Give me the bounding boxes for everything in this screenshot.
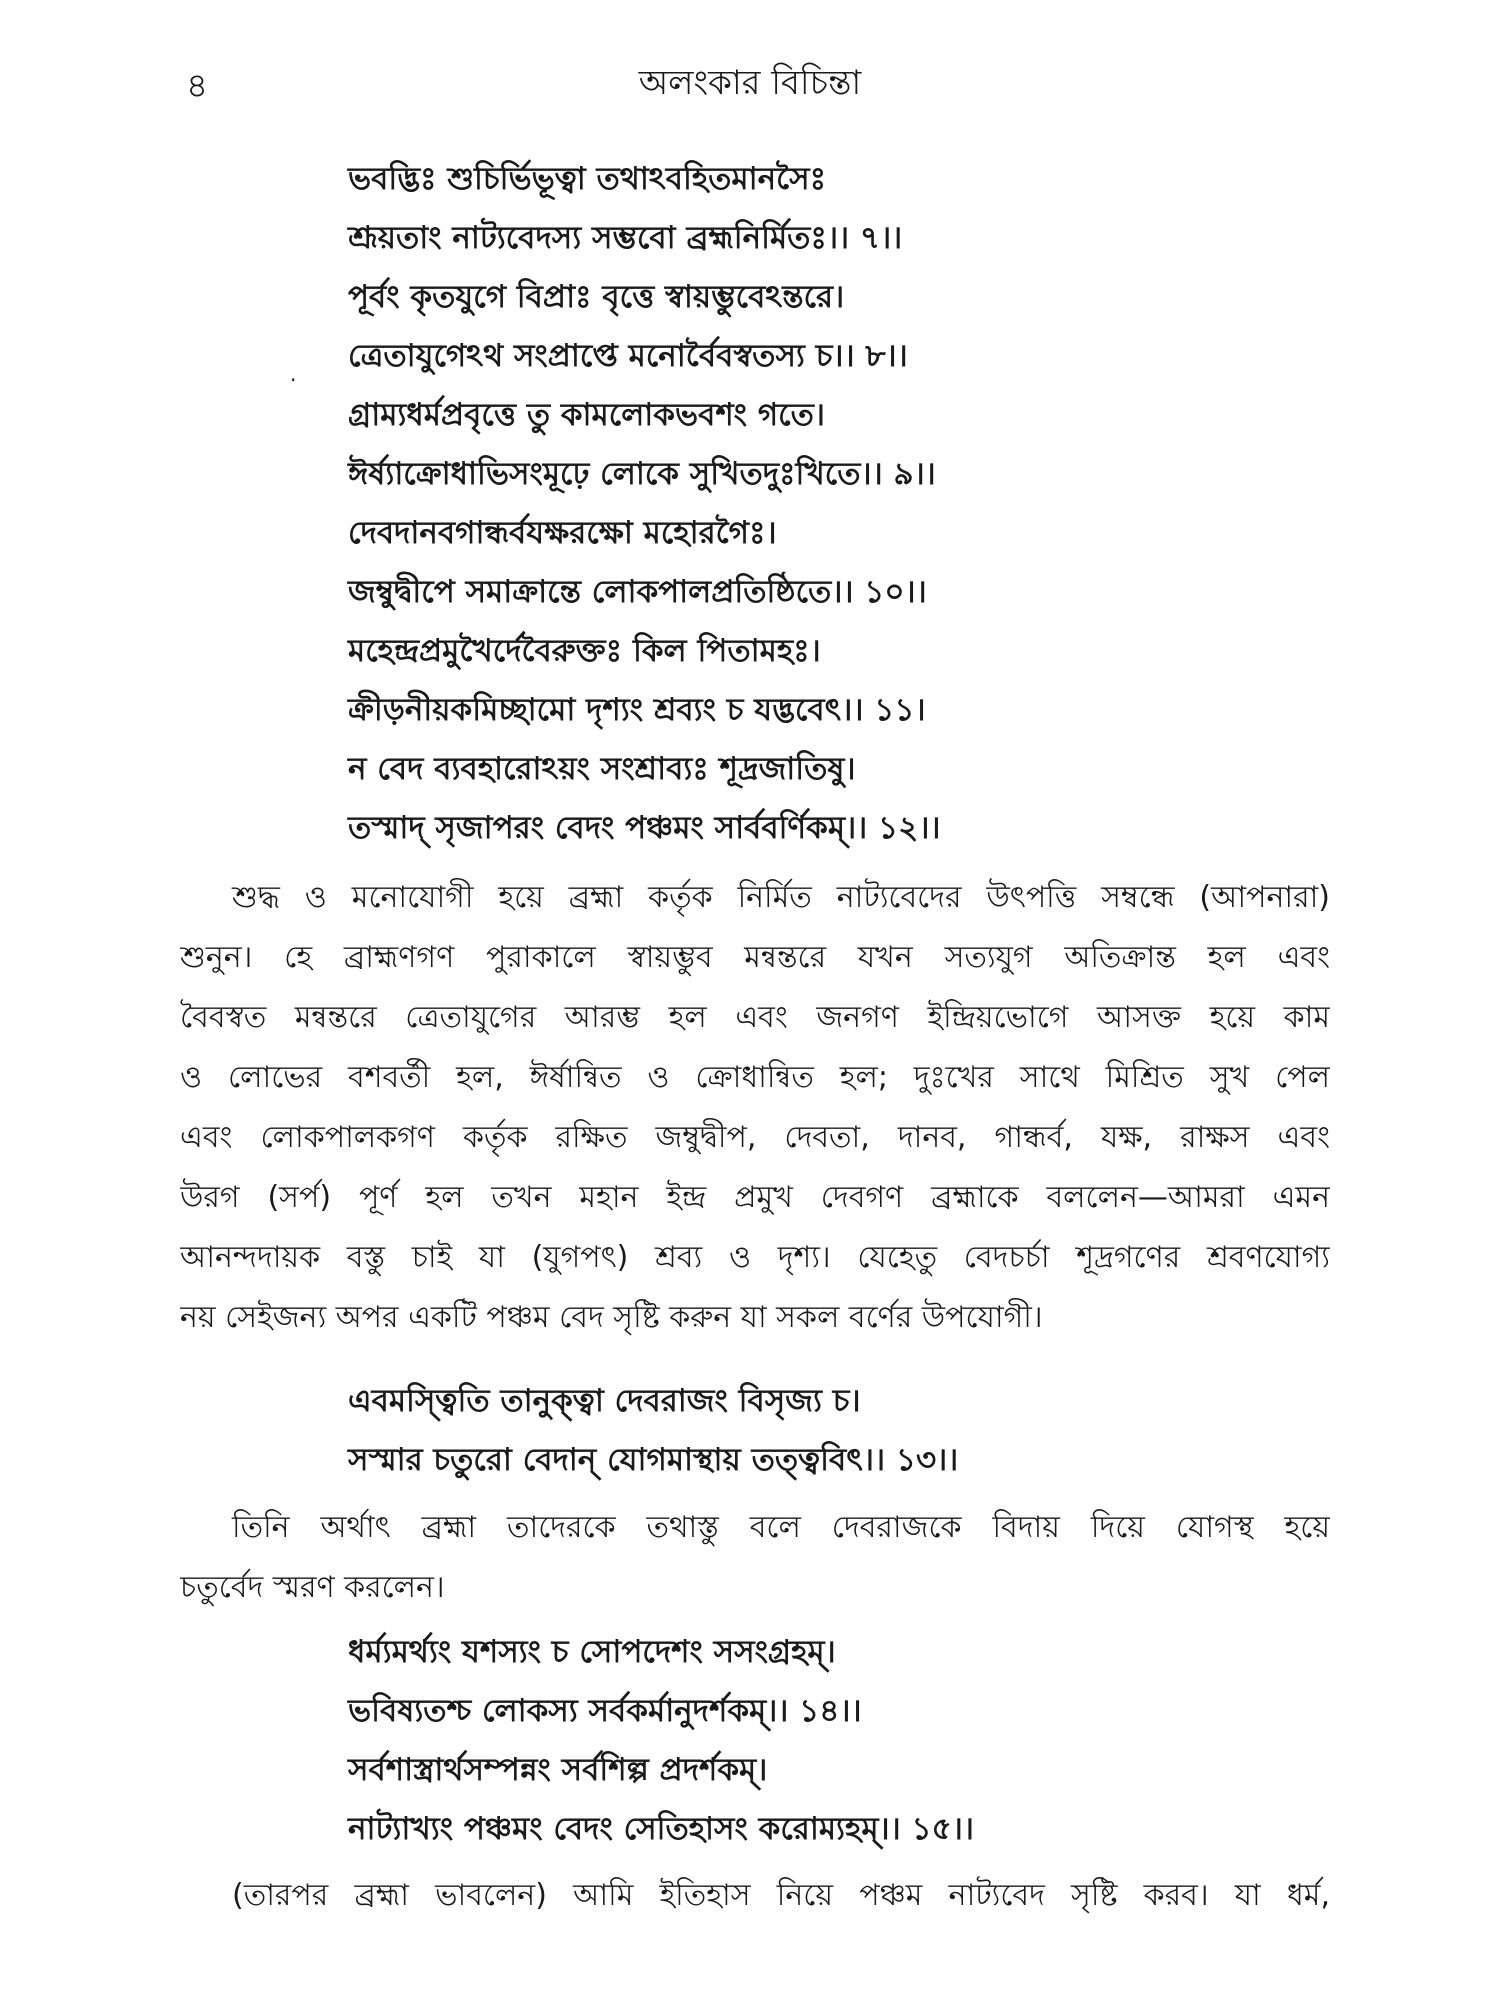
prose-line: চতুর্বেদ স্মরণ করলেন। [180, 1570, 445, 1605]
prose-line: আনন্দদায়ক বস্তু চাই যা (যুগপৎ) শ্রব্য ও দৃশ্য। যেহেতু বেদচর্চা শূদ্রগণের শ্রবণযোগ্য [180, 1240, 1330, 1275]
verse-line: তস্মাদ্ সৃজাপরং বেদং পঞ্চমং সার্ববর্ণিকম্।। ১২।। [348, 810, 941, 846]
verse-line: ক্রীড়নীয়কমিচ্ছামো দৃশ্যং শ্রব্যং চ যদ্ভবেৎ।। ১১। [348, 692, 926, 728]
verse-line: মহেন্দ্রপ্রমুখৈর্দেবৈরুক্তঃ কিল পিতামহঃ। [348, 633, 821, 669]
prose-line: ও লোভের বশবর্তী হল, ঈর্ষান্বিত ও ক্রোধান্বিত হল; দুঃখের সাথে মিশ্রিত সুখ পেল [180, 1060, 1330, 1095]
verse-line: জম্বুদ্বীপে সমাক্রান্তে লোকপালপ্রতিষ্ঠিতে।। ১০।। [348, 574, 927, 610]
prose-line: উরগ (সর্প) পূর্ণ হল তখন মহান ইন্দ্র প্রমুখ দেবগণ ব্রহ্মাকে বললেন—আমরা এমন [180, 1180, 1330, 1215]
margin-mark: · [290, 368, 297, 392]
verse-line: শ্রূয়তাং নাট্যবেদস্য সম্ভবো ব্রহ্মনির্মিতঃ।। ৭।। [348, 220, 903, 256]
prose-paragraph-1 [180, 868, 1330, 1348]
prose-paragraph-2 [180, 1498, 1330, 1618]
prose-line: বৈবস্বত মন্বন্তরে ত্রেতাযুগের আরম্ভ হল এবং জনগণ ইন্দ্রিয়ভোগে আসক্ত হয়ে কাম [180, 1000, 1330, 1035]
verse-line: পূর্বং কৃতযুগে বিপ্রাঃ বৃত্তে স্বায়ম্ভুবেঽন্তরে। [348, 279, 845, 315]
verse-line: ধর্ম্যমর্থ্যং যশস্যং চ সোপদেশং সসংগ্রহম্। [348, 1634, 836, 1670]
verse-line: ভবিষ্যতশ্চ লোকস্য সর্বকর্মানুদর্শকম্।। ১৪।। [348, 1693, 862, 1729]
verse-line: দেবদানবগান্ধর্বযক্ষরক্ষো মহোরগৈঃ। [348, 515, 777, 551]
verse-stanza-3 [348, 1623, 1448, 1859]
prose-line: তিনি অর্থাৎ ব্রহ্মা তাদেরকে তথাস্তু বলে দেবরাজকে বিদায় দিয়ে যোগস্থ হয়ে [232, 1510, 1330, 1545]
verse-line: সর্বশাস্ত্রার্থসম্পন্নং সর্বশিল্প প্রদর্শকম্। [348, 1752, 768, 1788]
verse-line: সস্মার চতুরো বেদান্ যোগমাস্থায় তত্ত্ববিৎ।। ১৩।। [348, 1442, 959, 1478]
prose-line: নয় সেইজন্য অপর একটি পঞ্চম বেদ সৃষ্টি করুন যা সকল বর্ণের উপযোগী। [180, 1300, 1043, 1335]
running-head: অলংকার বিচিন্তা [638, 63, 862, 103]
verse-line: এবমস্ত্বিতি তানুক্ত্বা দেবরাজং বিসৃজ্য চ। [348, 1383, 861, 1419]
verse-stanza-1 [348, 150, 1448, 858]
verse-line: ভবদ্ভিঃ শুচির্ভিভূত্বা তথাঽবহিতমানসৈঃ [348, 161, 827, 197]
verse-line: ত্রেতাযুগেঽথ সংপ্রাপ্তে মনোর্বৈবস্বতস্য চ।। ৮।। [348, 338, 908, 374]
verse-line: ন বেদ ব্যবহারোঽয়ং সংশ্রাব্যঃ শূদ্রজাতিষু। [348, 751, 856, 787]
prose-paragraph-3 [180, 1866, 1330, 1926]
prose-line: এবং লোকপালকগণ কর্তৃক রক্ষিত জম্বুদ্বীপ, দেবতা, দানব, গান্ধর্ব, যক্ষ, রাক্ষস এবং [180, 1120, 1330, 1155]
verse-line: নাট্যাখ্যং পঞ্চমং বেদং সেতিহাসং করোম্যহম্।। ১৫।। [348, 1811, 974, 1847]
prose-line: (তারপর ব্রহ্মা ভাবলেন) আমি ইতিহাস নিয়ে পঞ্চম নাট্যবেদ সৃষ্টি করব। যা ধর্ম, [232, 1878, 1330, 1913]
prose-line: শুদ্ধ ও মনোযোগী হয়ে ব্রহ্মা কর্তৃক নির্মিত নাট্যবেদের উৎপত্তি সম্বন্ধে (আপনারা) [232, 880, 1330, 915]
verse-line: ঈর্ষ্যাক্রোধাভিসংমূঢ়ে লোকে সুখিতদুঃখিতে।। ৯।। [348, 456, 936, 492]
page-number: ৪ [186, 66, 209, 106]
prose-line: শুনুন। হে ব্রাহ্মণগণ পুরাকালে স্বায়ম্ভুব মন্বন্তরে যখন সত্যযুগ অতিক্রান্ত হল এবং [180, 940, 1330, 975]
verse-line: গ্রাম্যধর্মপ্রবৃত্তে তু কামলোকভবশং গতে। [348, 397, 825, 433]
verse-stanza-2 [348, 1372, 1448, 1490]
